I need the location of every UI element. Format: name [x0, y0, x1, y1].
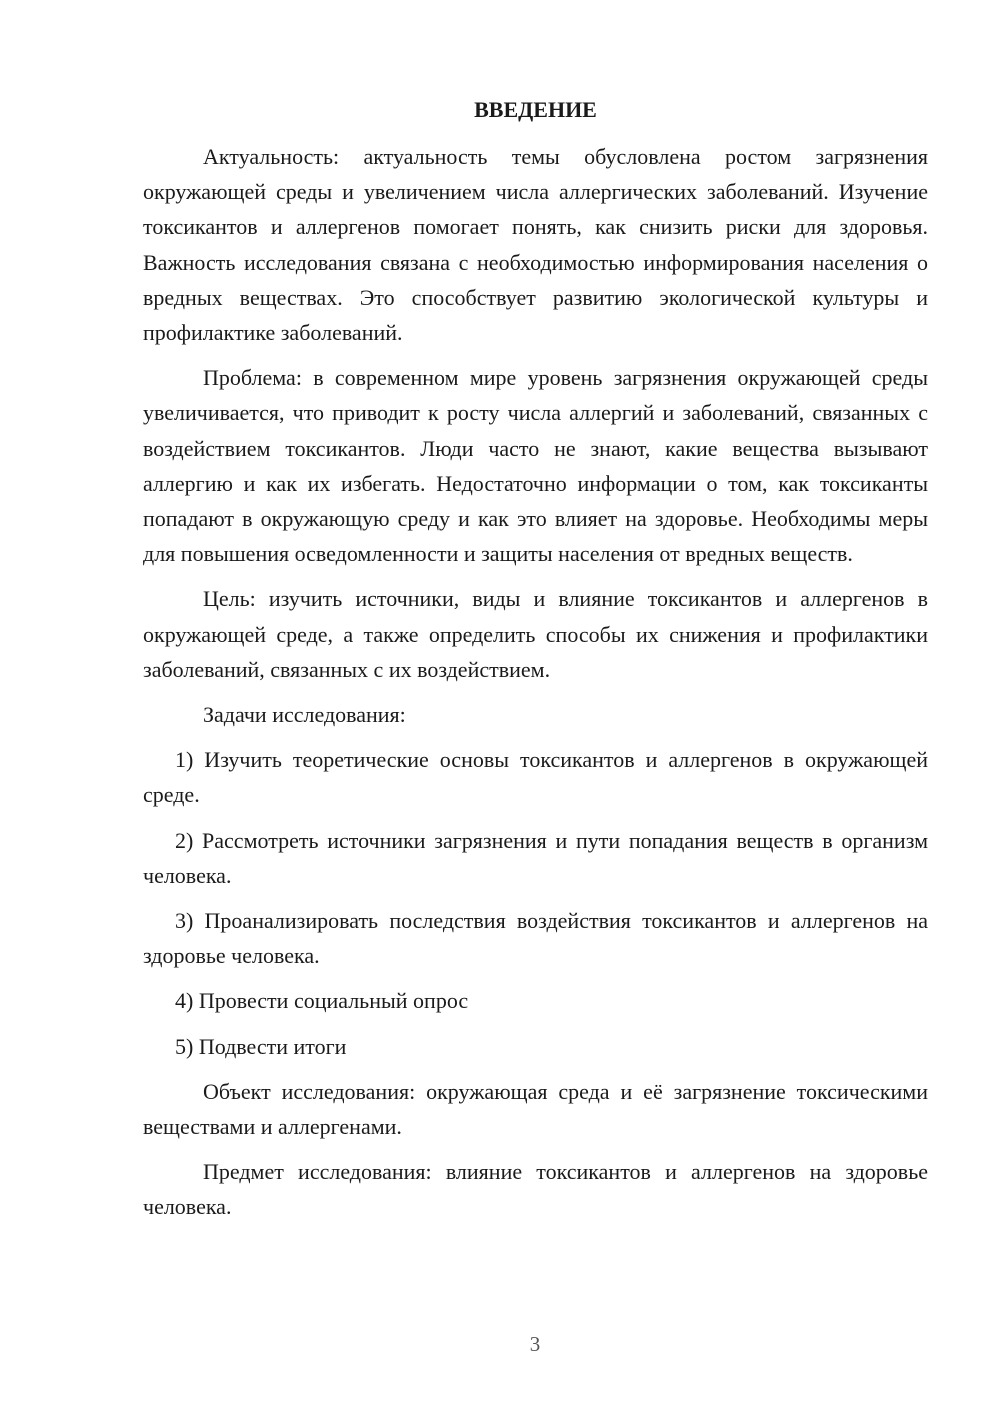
task-item-1: 1) Изучить теоретические основы токсикантов и аллергенов в окружающей среде. — [143, 747, 928, 808]
tasks-heading: Задачи исследования: — [203, 702, 406, 728]
task-item-2: 2) Рассмотреть источники загрязнения и пути попадания веществ в организм человека. — [143, 827, 928, 888]
page-content — [143, 92, 928, 1235]
relevance-paragraph: Актуальность: актуальность темы обусловлена ростом загрязнения окружающей среды и увеличением числа аллергических заболеваний. Изучение токсикантов и аллергенов помогает понять, как снизить риски для здоровья. Важность исследования связана с необходимостью информирования населения о вредных веществах. Это способствует развитию экологической культуры и профилактике заболеваний. — [143, 144, 928, 346]
page-title: ВВЕДЕНИЕ — [474, 97, 597, 122]
object-paragraph: Объект исследования: окружающая среда и её загрязнение токсическими веществами и аллергенами. — [143, 1078, 928, 1140]
page-number: 3 — [529, 1332, 541, 1356]
problem-paragraph: Проблема: в современном мире уровень загрязнения окружающей среды увеличивается, что приводит к росту числа аллергий и заболеваний, связанных с воздействием токсикантов. Люди часто не знают, какие вещества вызывают аллергию и как их избегать. Недостаточно информации о том, как токсиканты попадают в окружающую среду и как это влияет на здоровье. Необходимы меры для повышения осведомленности и защиты населения от вредных веществ. — [143, 365, 928, 567]
task-item-5: 5) Подвести итоги — [175, 1033, 347, 1059]
task-item-4: 4) Провести социальный опрос — [175, 988, 469, 1014]
task-item-3: 3) Проанализировать последствия воздействия токсикантов и аллергенов на здоровье человека. — [143, 908, 928, 969]
goal-paragraph: Цель: изучить источники, виды и влияние токсикантов и аллергенов в окружающей среде, а также определить способы их снижения и профилактики заболеваний, связанных с их воздействием. — [143, 586, 928, 682]
subject-paragraph: Предмет исследования: влияние токсикантов и аллергенов на здоровье человека. — [143, 1159, 928, 1220]
